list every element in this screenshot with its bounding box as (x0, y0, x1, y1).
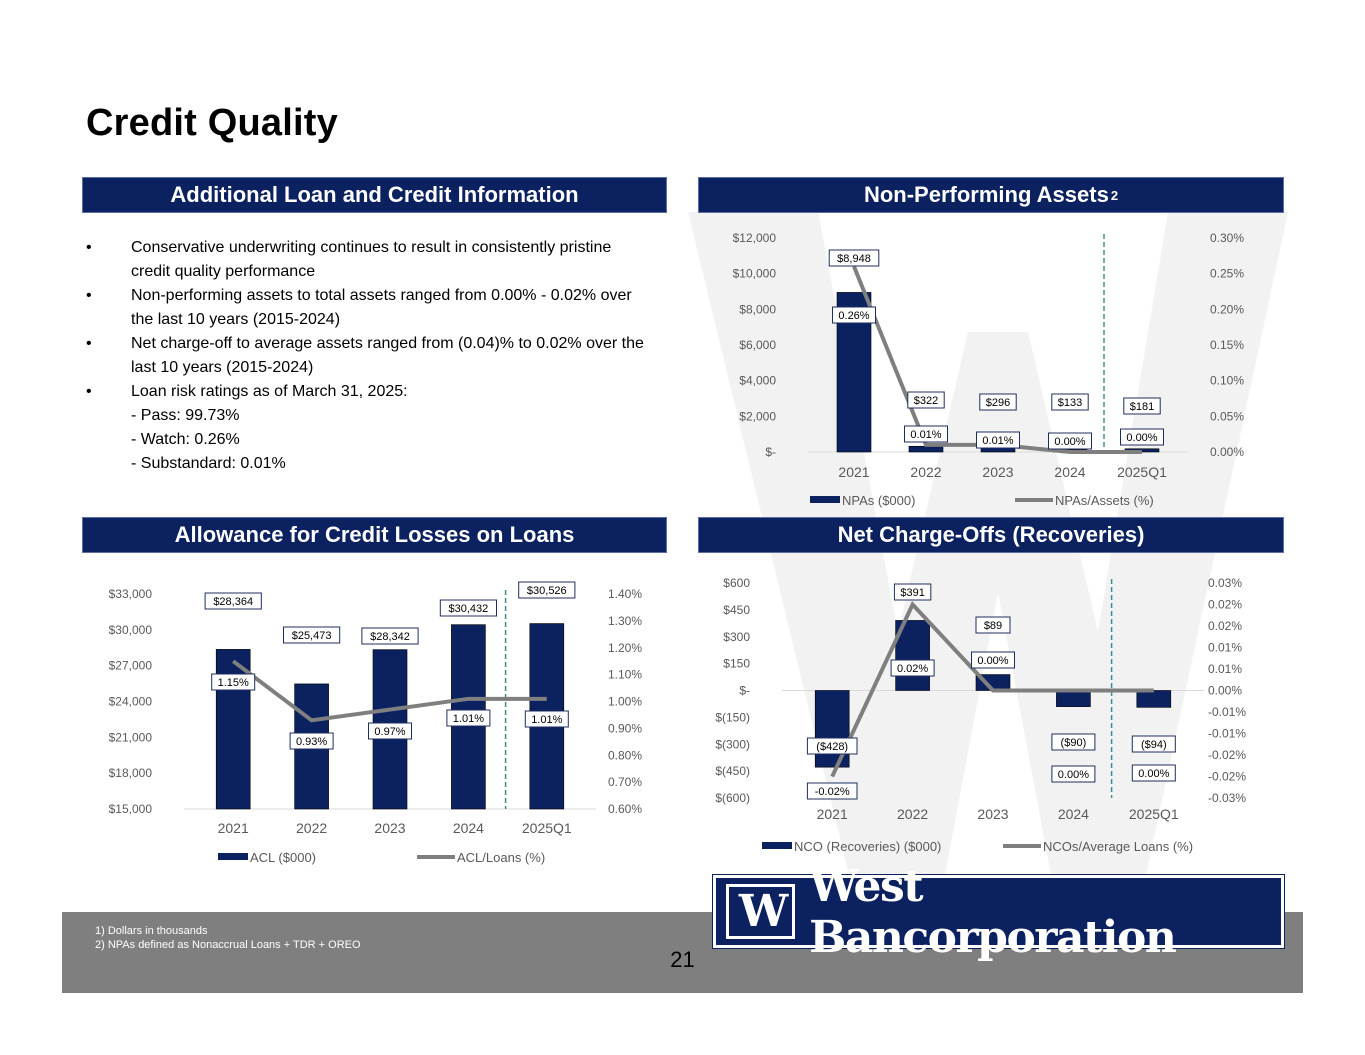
line-value-label-text: 0.01% (982, 435, 1014, 447)
bar-value-label-text: $30,432 (448, 603, 489, 615)
footnote-1: 1) Dollars in thousands (95, 925, 208, 937)
bar-value-label-text: $25,473 (291, 630, 332, 642)
line-value-label (290, 733, 333, 749)
y-tick-label: $- (765, 445, 776, 459)
ratio-line (854, 267, 1142, 452)
y2-tick-label: 0.00% (1208, 683, 1243, 698)
legend-label-line: NCOs/Average Loans (%) (1043, 839, 1194, 854)
y2-tick-label: 0.01% (1208, 662, 1243, 676)
legend-label-line: NPAs/Assets (%) (1055, 493, 1154, 508)
bar-value-label-text: ($90) (1060, 737, 1087, 749)
footnote-ref: 2 (1110, 187, 1119, 203)
y2-tick-label: 0.03% (1208, 576, 1243, 590)
section-header-info: Additional Loan and Credit Information (82, 177, 667, 213)
bar-value-label-text: $28,364 (213, 596, 254, 608)
line-value-label-text: 0.00% (1126, 432, 1158, 444)
x-tick-label: 2021 (838, 464, 870, 480)
bar-value-label (980, 394, 1016, 410)
bar-value-label (908, 392, 944, 408)
page-number: 21 (670, 947, 695, 972)
sub-bullet-substandard: - Substandard: 0.01% (131, 455, 286, 472)
bullet-text: Non-performing assets to total assets ranged from 0.00% - 0.02% over the last 10 years (2015-2024) (131, 287, 632, 328)
line-value-label (369, 723, 412, 739)
footnote-2: 2) NPAs defined as Nonaccrual Loans + TDR + OREO (95, 939, 361, 951)
bullet-marker: • (86, 287, 92, 304)
y-tick-label: $24,000 (108, 694, 152, 709)
y2-tick-label: -0.01% (1208, 705, 1247, 719)
y-tick-label: $600 (723, 576, 750, 590)
x-tick-label: 2024 (1057, 806, 1089, 822)
y-tick-label: $(150) (715, 710, 750, 725)
bar-value-label (894, 584, 930, 600)
y2-tick-label: 0.05% (1210, 409, 1245, 424)
y-tick-label: $300 (723, 629, 750, 644)
line-value-label (212, 674, 255, 690)
legend-label-bars: NPAs ($000) (842, 493, 916, 508)
y2-tick-label: 0.15% (1210, 338, 1245, 352)
bar-2024 (1056, 691, 1090, 707)
y-tick-label: $10,000 (732, 266, 776, 281)
bar-value-label (829, 250, 879, 266)
bar-value-label (1132, 736, 1175, 752)
bar-value-label-text: $181 (1129, 401, 1155, 413)
acl-chart (82, 570, 667, 870)
bar-value-label-text: $133 (1057, 397, 1083, 409)
x-tick-label: 2025Q1 (1117, 464, 1167, 480)
legend-label-bars: ACL ($000) (250, 850, 316, 865)
bar-value-label-text: $296 (985, 397, 1011, 409)
y-tick-label: $(450) (715, 764, 750, 779)
bar-value-label (1052, 394, 1088, 410)
y2-tick-label: 0.02% (1208, 597, 1243, 612)
y-tick-label: $450 (723, 602, 750, 617)
line-value-label-text: 1.01% (452, 713, 485, 725)
y2-tick-label: 1.40% (608, 587, 643, 601)
y-tick-label: $18,000 (108, 766, 152, 781)
bullet-marker: • (86, 335, 92, 352)
line-value-label (807, 783, 857, 799)
company-logo (713, 860, 1284, 963)
y-tick-label: $(300) (715, 737, 750, 752)
x-tick-label: 2025Q1 (521, 820, 572, 836)
x-tick-label: 2024 (1054, 464, 1086, 480)
section-header-npa (698, 177, 1284, 213)
line-value-label-text: 0.02% (896, 663, 929, 675)
bar-value-label-text: $89 (983, 620, 1003, 632)
logo-mark: W (726, 884, 795, 939)
x-tick-label: 2025Q1 (1128, 806, 1179, 822)
line-value-label-text: 1.01% (531, 714, 563, 726)
y2-tick-label: 0.70% (608, 775, 643, 790)
y-tick-label: $4,000 (739, 373, 776, 388)
y2-tick-label: 0.02% (1208, 619, 1243, 633)
line-value-label (977, 432, 1020, 448)
line-value-label (891, 660, 934, 676)
sub-bullet-pass: - Pass: 99.73% (131, 407, 240, 424)
line-value-label-text: 1.15% (217, 677, 249, 689)
y2-tick-label: -0.02% (1208, 748, 1247, 762)
section-header-acl: Allowance for Credit Losses on Loans (82, 517, 667, 553)
bar-2025q1 (1137, 691, 1171, 708)
line-value-label-text: 0.00% (977, 655, 1009, 667)
y2-tick-label: 0.30% (1210, 231, 1245, 245)
y-tick-label: $12,000 (732, 231, 776, 245)
line-value-label (1132, 765, 1175, 781)
line-value-label-text: 0.00% (1054, 436, 1086, 448)
bullet-text: Loan risk ratings as of March 31, 2025: (131, 383, 408, 400)
y2-tick-label: 0.10% (1210, 373, 1245, 388)
bar-value-label (807, 738, 857, 754)
legend-label-bars: NCO (Recoveries) ($000) (794, 839, 942, 854)
y-tick-label: $(600) (715, 791, 750, 805)
bar-value-label-text: $8,948 (837, 253, 871, 265)
y2-tick-label: 0.80% (608, 748, 643, 763)
y2-tick-label: -0.01% (1208, 726, 1247, 741)
y2-tick-label: 1.30% (608, 613, 643, 628)
y2-tick-label: 1.20% (608, 640, 643, 655)
y-tick-label: $33,000 (108, 587, 152, 601)
x-tick-label: 2024 (452, 820, 484, 836)
y-tick-label: $15,000 (108, 802, 152, 816)
y-tick-label: $21,000 (108, 730, 152, 745)
bar-value-label (1124, 398, 1160, 414)
bar-2021 (216, 649, 250, 809)
bar-value-label (519, 582, 575, 598)
y-tick-label: $8,000 (739, 302, 776, 317)
line-value-label-text: -0.02% (814, 786, 850, 798)
bar-value-label-text: $30,526 (526, 585, 567, 597)
y2-tick-label: 0.01% (1208, 640, 1243, 655)
page-title: Credit Quality (86, 102, 338, 144)
bar-value-label-text: ($94) (1140, 739, 1167, 751)
y2-tick-label: -0.02% (1208, 769, 1247, 784)
bar-value-label (205, 593, 261, 609)
line-value-label (833, 307, 876, 323)
y-tick-label: $150 (723, 656, 750, 671)
x-tick-label: 2023 (982, 464, 1014, 480)
line-value-label-text: 0.93% (295, 736, 328, 748)
line-value-label-text: 0.97% (374, 726, 406, 738)
x-tick-label: 2022 (296, 820, 328, 836)
line-value-label (525, 711, 568, 727)
line-value-label (447, 710, 490, 726)
y2-tick-label: 0.00% (1210, 445, 1245, 459)
bar-value-label (362, 628, 418, 644)
y2-tick-label: -0.03% (1208, 791, 1247, 805)
section-header-npa-text: Non-Performing Assets (863, 182, 1109, 207)
y2-tick-label: 1.10% (608, 667, 643, 682)
y2-tick-label: 1.00% (608, 694, 643, 709)
npa-chart (700, 222, 1284, 517)
bar-value-label (284, 627, 340, 643)
logo-text: West Bancorporation (809, 860, 1176, 963)
bar-value-label-text: $28,342 (370, 631, 410, 643)
sub-bullet-watch: - Watch: 0.26% (131, 431, 240, 448)
line-value-label (1049, 433, 1092, 449)
bullet-text: Net charge-off to average assets ranged from (0.04)% to 0.02% over the last 10 years (2015-2024) (131, 335, 644, 376)
line-value-label-text: 0.01% (910, 429, 942, 441)
bullet-marker: • (86, 383, 92, 400)
x-tick-label: 2023 (374, 820, 406, 836)
bullet-list (86, 236, 646, 476)
line-value-label (1052, 766, 1095, 782)
bullet-item (86, 380, 646, 404)
legend-label-line: ACL/Loans (%) (457, 850, 546, 865)
legend-swatch-bars (218, 853, 248, 860)
bullet-text: Conservative underwriting continues to result in consistently pristine credit quality performance (131, 239, 612, 280)
bullet-item (86, 332, 646, 380)
bar-value-label-text: ($428) (816, 741, 849, 753)
y-tick-label: $2,000 (739, 409, 776, 424)
bar-2022 (909, 446, 943, 452)
legend-swatch-bars (810, 496, 840, 503)
bar-value-label (1052, 734, 1095, 750)
x-tick-label: 2021 (217, 820, 249, 836)
bullet-marker: • (86, 239, 92, 256)
x-tick-label: 2022 (897, 806, 929, 822)
line-value-label (905, 426, 948, 442)
y2-tick-label: 0.90% (608, 721, 643, 736)
y2-tick-label: 0.60% (608, 802, 643, 816)
y-tick-label: $- (739, 683, 750, 698)
section-header-nco: Net Charge-Offs (Recoveries) (698, 517, 1284, 553)
y-tick-label: $27,000 (108, 658, 152, 673)
bar-value-label (976, 617, 1010, 633)
line-value-label (972, 652, 1015, 668)
x-tick-label: 2022 (910, 464, 942, 480)
legend-swatch-bars (762, 842, 792, 849)
line-value-label-text: 0.26% (838, 310, 870, 322)
bullet-item (86, 284, 646, 332)
bullet-item (86, 236, 646, 284)
x-tick-label: 2021 (816, 806, 848, 822)
nco-chart (700, 570, 1284, 860)
y2-tick-label: 0.20% (1210, 302, 1245, 317)
bar-value-label (440, 600, 496, 616)
line-value-label-text: 0.00% (1057, 769, 1090, 781)
y2-tick-label: 0.25% (1210, 266, 1245, 281)
bar-value-label-text: $322 (913, 395, 939, 407)
bar-value-label-text: $391 (900, 587, 925, 599)
y-tick-label: $30,000 (108, 622, 152, 637)
x-tick-label: 2023 (977, 806, 1009, 822)
line-value-label (1121, 429, 1164, 445)
line-value-label-text: 0.00% (1138, 768, 1170, 780)
y-tick-label: $6,000 (739, 338, 776, 352)
